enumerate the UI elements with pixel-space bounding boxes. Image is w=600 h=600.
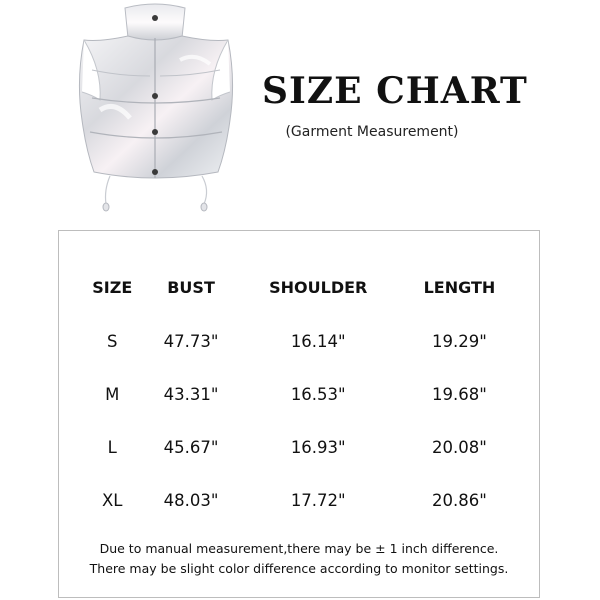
column-header-length: LENGTH bbox=[423, 277, 496, 297]
table-row bbox=[79, 368, 519, 421]
cell-bust: 47.73" bbox=[163, 332, 219, 351]
column-header-bust: BUST bbox=[167, 277, 215, 297]
cell-shoulder: 16.93" bbox=[290, 438, 346, 457]
cell-size: S bbox=[107, 332, 118, 351]
cell-length: 20.08" bbox=[432, 438, 487, 457]
size-chart-panel bbox=[58, 230, 540, 598]
cell-shoulder: 16.14" bbox=[290, 332, 346, 351]
cell-size: L bbox=[107, 438, 117, 457]
disclaimer-notes bbox=[59, 539, 539, 579]
cell-length: 19.68" bbox=[432, 385, 487, 404]
table-row bbox=[79, 421, 519, 474]
cell-size: M bbox=[105, 385, 120, 404]
table-row bbox=[79, 315, 519, 368]
cell-shoulder: 17.72" bbox=[290, 491, 346, 510]
cell-shoulder: 16.53" bbox=[290, 385, 346, 404]
puffer-vest-illustration bbox=[70, 0, 240, 215]
cell-length: 20.86" bbox=[432, 491, 487, 510]
cell-bust: 45.67" bbox=[163, 438, 219, 457]
column-header-size: SIZE bbox=[92, 277, 133, 297]
table-row bbox=[79, 474, 519, 527]
product-image bbox=[70, 0, 240, 215]
page-subtitle: (Garment Measurement) bbox=[285, 124, 459, 140]
cell-size: XL bbox=[102, 491, 123, 510]
cell-bust: 43.31" bbox=[163, 385, 219, 404]
cell-bust: 48.03" bbox=[163, 491, 219, 510]
cell-length: 19.29" bbox=[432, 332, 487, 351]
table-header-row bbox=[79, 259, 519, 315]
note-measurement: Due to manual measurement,there may be ± 1 inch difference. bbox=[99, 541, 499, 556]
note-color: There may be slight color difference according to monitor settings. bbox=[89, 561, 509, 576]
column-header-shoulder: SHOULDER bbox=[269, 277, 368, 297]
size-table bbox=[79, 259, 519, 527]
page-title: SIZE CHART bbox=[262, 70, 528, 112]
